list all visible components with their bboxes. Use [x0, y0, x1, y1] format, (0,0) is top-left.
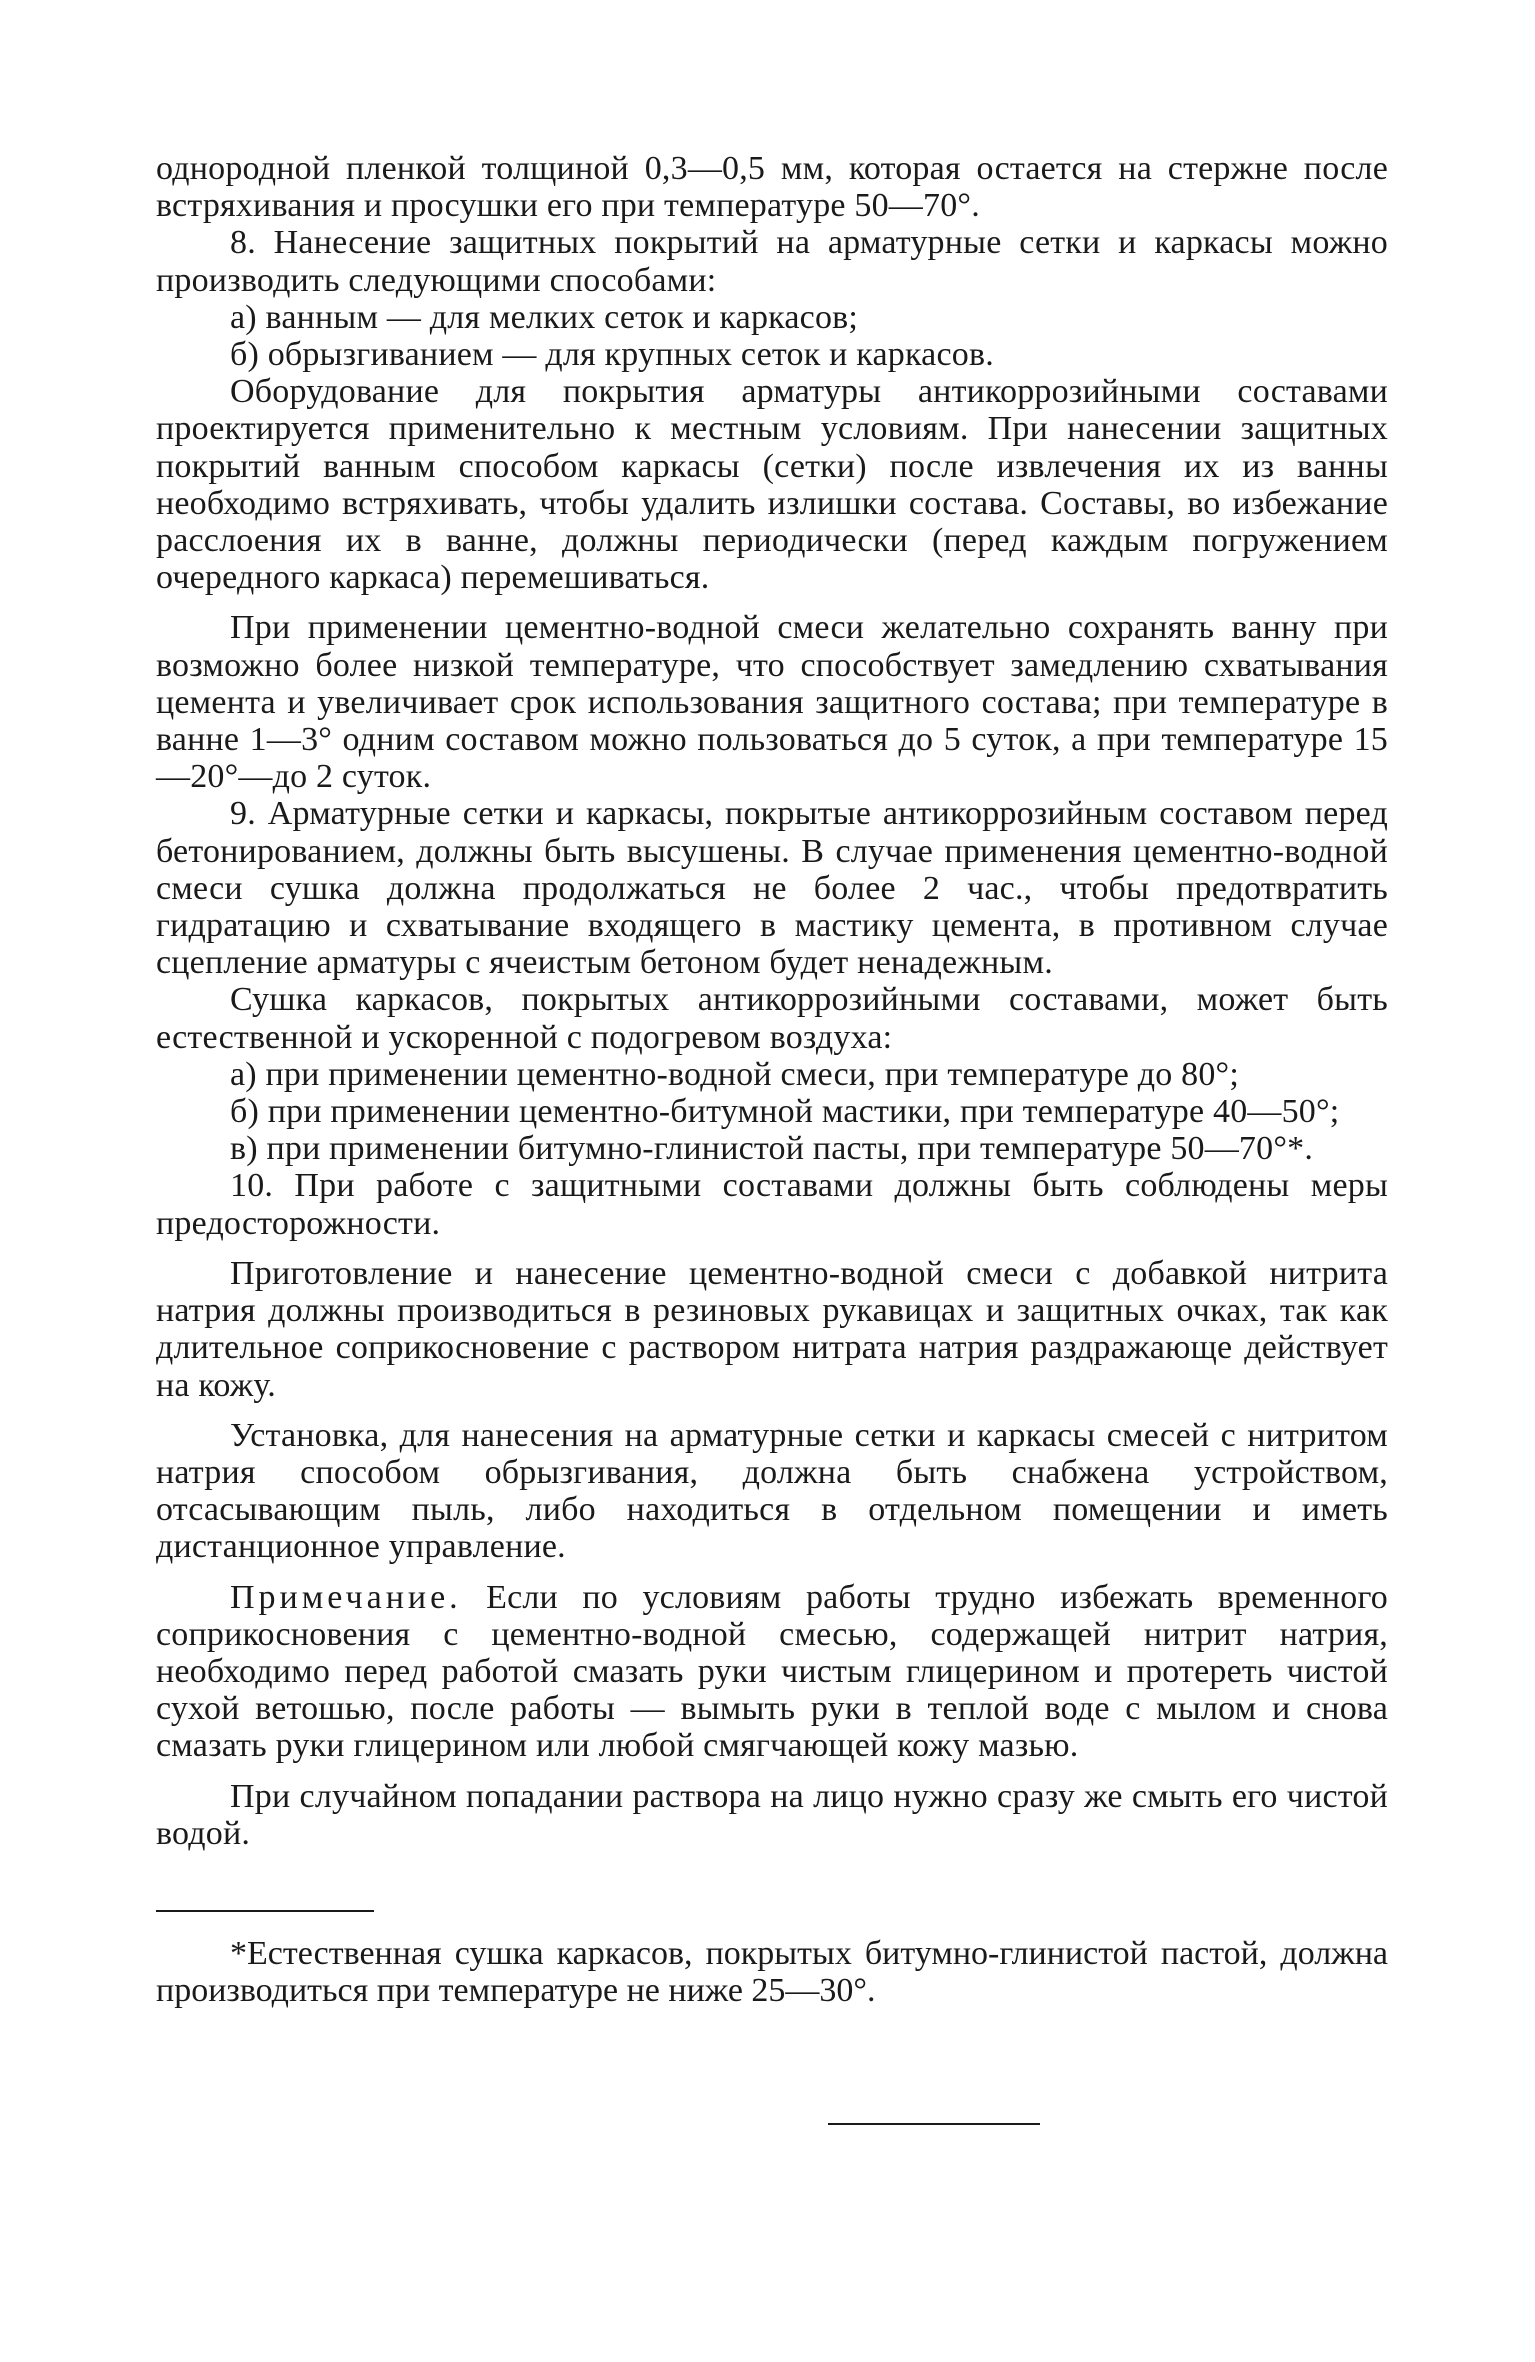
note-paragraph: [156, 1579, 1388, 1765]
paragraph-continuation: однородной пленкой толщиной 0,3—0,5 мм, которая остается на стержне после встряхивания и просушки его при температуре 50—70°.: [156, 150, 1388, 225]
list-item-drying-v: в) при применении битумно-глинистой пасты, при температуре 50—70°*.: [230, 1130, 1314, 1168]
paragraph-drying: Сушка каркасов, покрытых антикоррозийными составами, может быть естественной и ускоренной с подогревом воздуха:: [156, 981, 1388, 1056]
note-label: Примечание.: [230, 1578, 462, 1616]
note-text: Если по условиям работы трудно избежать временного соприкосновения с цементно-водной смесью, содержащей нитрит натрия, необходимо перед работой смазать руки чистым глицерином и протереть чистой сухой ветошью, после работы — вымыть руки в теплой воде с мылом и снова смазать руки глицерином или любой смягчающей кожу мазью.: [156, 1578, 1388, 1765]
footnote-divider: [156, 1910, 374, 1912]
paragraph-cement-water-mix: При применении цементно-водной смеси желательно сохранять ванну при возможно более низкой температуре, что способствует замедлению схватывания цемента и увеличивает срок использования защитного состава; при температуре в ванне 1—3° одним составом можно пользоваться до 5 суток, а при температуре 15—20°—до 2 суток.: [156, 609, 1388, 796]
footnote: *Естественная сушка каркасов, покрытых битумно-глинистой пастой, должна производиться при температуре не ниже 25—30°.: [156, 1935, 1388, 2010]
paragraph-equipment: Оборудование для покрытия арматуры антикоррозийными составами проектируется применительно к местным условиям. При нанесении защитных покрытий ванным способом каркасы (сетки) после извлечения их из ванны необходимо встряхивать, чтобы удалить излишки состава. Составы, во избежание расслоения их в ванне, должны периодически (перед каждым погружением очередного каркаса) перемешиваться.: [156, 373, 1388, 597]
paragraph-section-8: 8. Нанесение защитных покрытий на арматурные сетки и каркасы можно производить следующими способами:: [156, 224, 1388, 299]
list-item-b: б) обрызгиванием — для крупных сеток и каркасов.: [230, 336, 994, 374]
document-page: [156, 150, 1388, 2010]
paragraph-installation: Установка, для нанесения на арматурные сетки и каркасы смесей с нитритом натрия способом обрызгивания, должна быть снабжена устройством, отсасывающим пыль, либо находиться в отдельном помещении и иметь дистанционное управление.: [156, 1416, 1388, 1566]
list-item-a: а) ванным — для мелких сеток и каркасов;: [230, 298, 859, 336]
end-of-page-rule: [828, 2123, 1040, 2125]
paragraph-section-10: 10. При работе с защитными составами должны быть соблюдены меры предосторожности.: [156, 1167, 1388, 1242]
paragraph-section-9: 9. Арматурные сетки и каркасы, покрытые антикоррозийным составом перед бетонированием, должны быть высушены. В случае применения цементно-водной смеси сушка должна продолжаться не более 2 час., чтобы предотвратить гидратацию и схватывание входящего в мастику цемента, в противном случае сцепление арматуры с ячеистым бетоном будет ненадежным.: [156, 795, 1388, 982]
list-item-drying-b: б) при применении цементно-битумной мастики, при температуре 40—50°;: [230, 1093, 1340, 1131]
paragraph-preparation: Приготовление и нанесение цементно-водной смеси с добавкой нитрита натрия должны производиться в резиновых рукавицах и защитных очках, так как длительное соприкосновение с раствором нитрата натрия раздражающе действует на кожу.: [156, 1254, 1388, 1404]
list-item-drying-a: а) при применении цементно-водной смеси, при температуре до 80°;: [230, 1055, 1239, 1093]
paragraph-face-contact: При случайном попадании раствора на лицо нужно сразу же смыть его чистой водой.: [156, 1777, 1388, 1852]
